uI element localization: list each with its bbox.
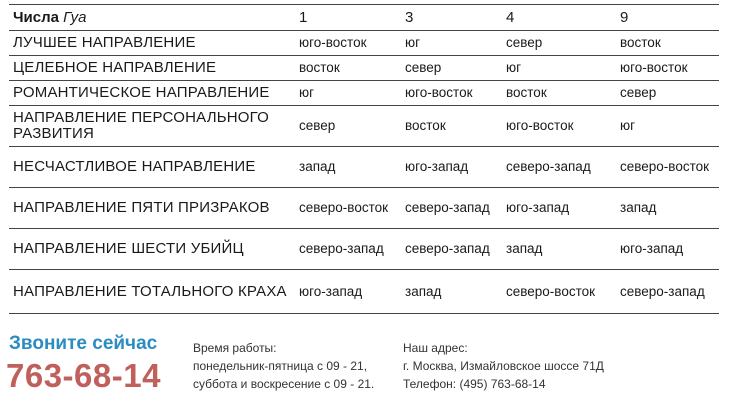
- phone-line: Телефон: (495) 763-68-14: [403, 377, 546, 391]
- table-row: [9, 56, 719, 81]
- direction-name: РОМАНТИЧЕСКОЕ НАПРАВЛЕНИЕ: [9, 81, 295, 106]
- working-hours: [193, 339, 374, 393]
- direction-value: север: [616, 81, 719, 106]
- gua-numbers-table: [9, 4, 719, 314]
- header-col-1: 1: [295, 5, 401, 31]
- contact-address: [403, 339, 604, 393]
- direction-value: запад: [401, 270, 502, 314]
- direction-value: юг: [295, 81, 401, 106]
- table-row: [9, 188, 719, 229]
- direction-value: запад: [295, 147, 401, 188]
- direction-value: северо-запад: [295, 229, 401, 270]
- direction-value: юго-восток: [616, 56, 719, 81]
- direction-name: НЕСЧАСТЛИВОЕ НАПРАВЛЕНИЕ: [9, 147, 295, 188]
- direction-value: восток: [616, 31, 719, 56]
- table-row: [9, 106, 719, 147]
- table-row: [9, 147, 719, 188]
- call-now-heading: Звоните сейчас: [9, 333, 158, 354]
- direction-value: восток: [401, 106, 502, 147]
- direction-value: юго-восток: [401, 81, 502, 106]
- direction-name: НАПРАВЛЕНИЕ ПЕРСОНАЛЬНОГО РАЗВИТИЯ: [9, 106, 295, 147]
- direction-value: северо-запад: [502, 147, 616, 188]
- direction-value: северо-восток: [295, 188, 401, 229]
- direction-value: юго-запад: [295, 270, 401, 314]
- direction-value: юго-запад: [616, 229, 719, 270]
- direction-value: север: [401, 56, 502, 81]
- direction-value: восток: [502, 81, 616, 106]
- direction-value: север: [295, 106, 401, 147]
- direction-value: юг: [616, 106, 719, 147]
- direction-value: северо-восток: [616, 147, 719, 188]
- direction-name: ЛУЧШЕЕ НАПРАВЛЕНИЕ: [9, 31, 295, 56]
- direction-value: запад: [616, 188, 719, 229]
- header-col-9: 9: [616, 5, 719, 31]
- table-header-row: [9, 5, 719, 31]
- header-col-3: 3: [401, 5, 502, 31]
- address-line: г. Москва, Измайловское шоссе 71Д: [403, 359, 604, 373]
- address-label: Наш адрес:: [403, 341, 468, 355]
- table-row: [9, 81, 719, 106]
- direction-value: северо-восток: [502, 270, 616, 314]
- direction-value: север: [502, 31, 616, 56]
- direction-value: юг: [502, 56, 616, 81]
- direction-value: юго-запад: [502, 188, 616, 229]
- phone-number-link[interactable]: 763-68-14: [6, 357, 161, 394]
- direction-value: юг: [401, 31, 502, 56]
- direction-value: юго-восток: [502, 106, 616, 147]
- direction-value: юго-запад: [401, 147, 502, 188]
- direction-name: НАПРАВЛЕНИЕ ШЕСТИ УБИЙЦ: [9, 229, 295, 270]
- hours-label: Время работы:: [193, 341, 277, 355]
- direction-name: НАПРАВЛЕНИЕ ТОТАЛЬНОГО КРАХА: [9, 270, 295, 314]
- direction-value: восток: [295, 56, 401, 81]
- direction-value: северо-запад: [401, 188, 502, 229]
- table-row: [9, 270, 719, 314]
- table-row: [9, 31, 719, 56]
- direction-value: северо-запад: [401, 229, 502, 270]
- contact-footer: [0, 325, 733, 407]
- direction-name: ЦЕЛЕБНОЕ НАПРАВЛЕНИЕ: [9, 56, 295, 81]
- direction-value: запад: [502, 229, 616, 270]
- direction-value: северо-запад: [616, 270, 719, 314]
- direction-value: юго-восток: [295, 31, 401, 56]
- table-row: [9, 229, 719, 270]
- header-col-4: 4: [502, 5, 616, 31]
- direction-name: НАПРАВЛЕНИЕ ПЯТИ ПРИЗРАКОВ: [9, 188, 295, 229]
- hours-weekend: суббота и воскресение с 09 - 21.: [193, 377, 375, 391]
- header-label: Числа Гуа: [9, 5, 295, 31]
- hours-weekdays: понедельник-пятница с 09 - 21,: [193, 359, 368, 373]
